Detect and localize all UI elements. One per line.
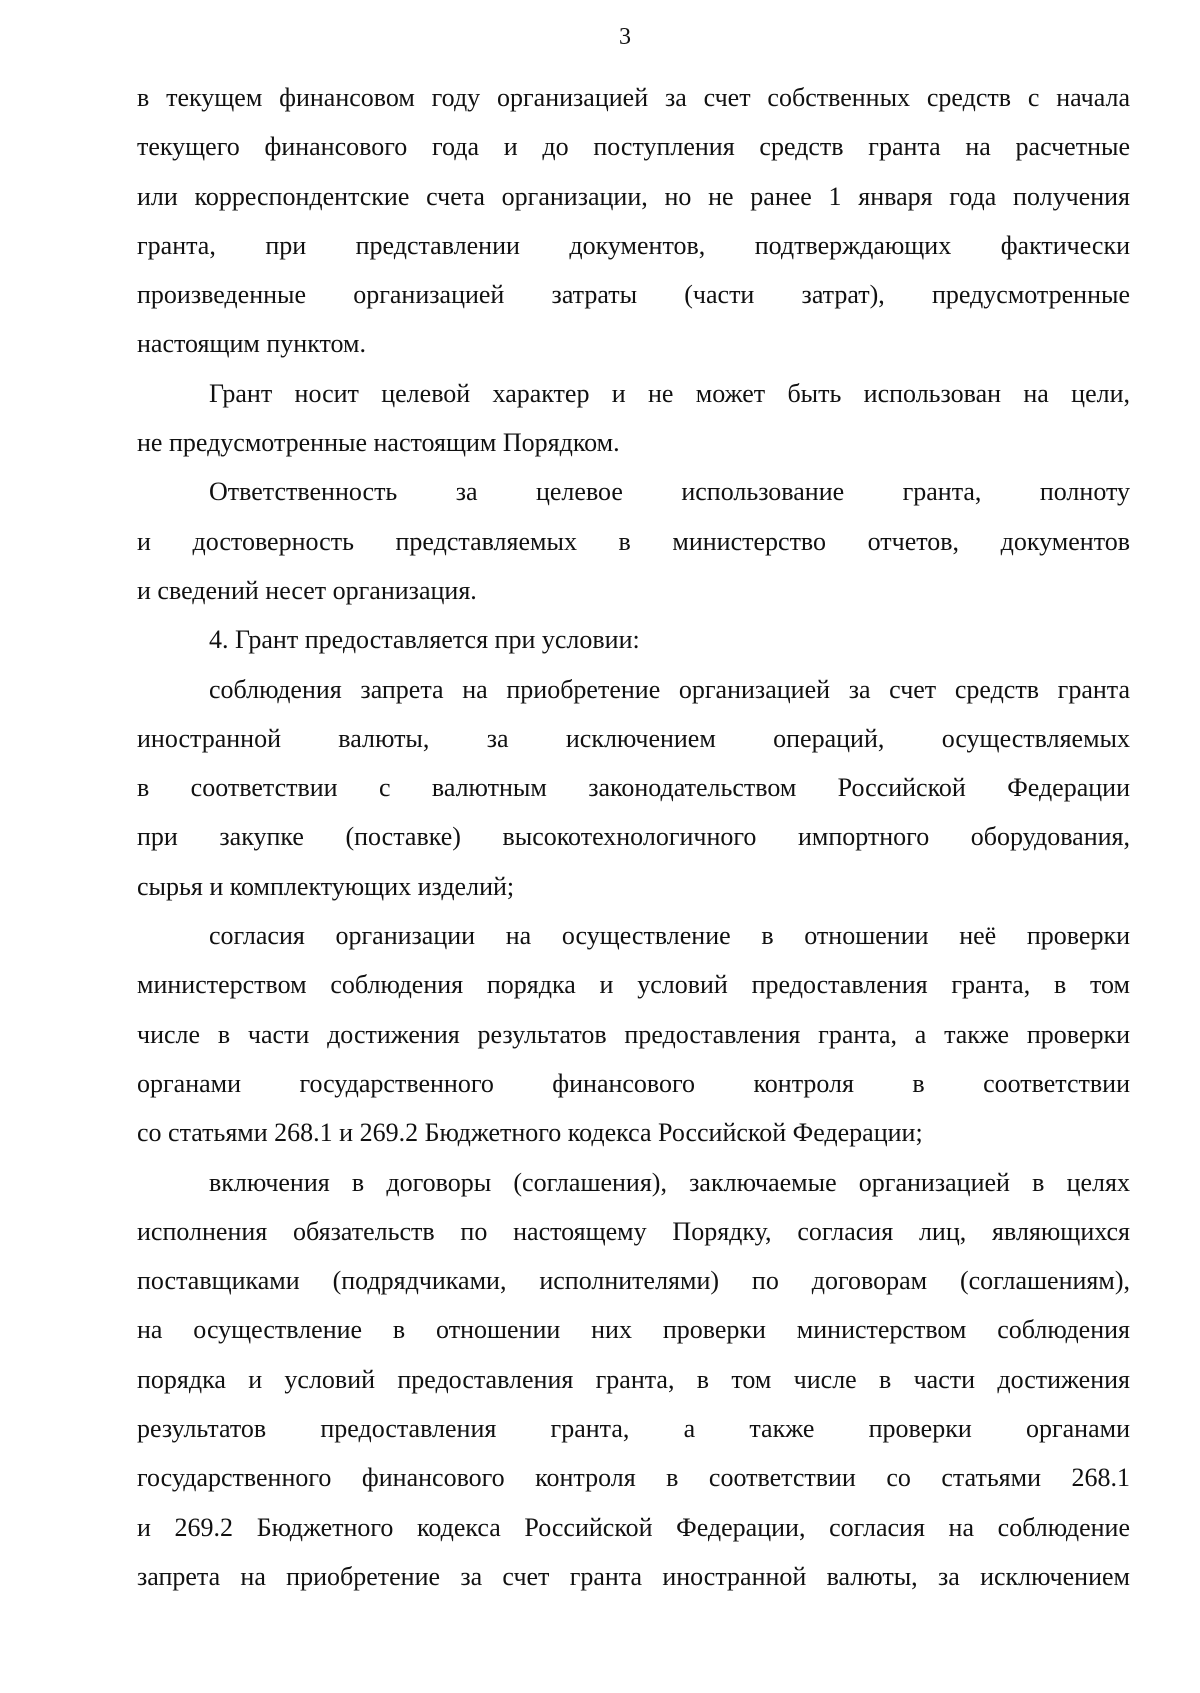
text-line: и сведений несет организация.: [137, 575, 477, 605]
text-line: и достоверность представляемых в министерство отчетов, документов: [137, 526, 1130, 556]
paragraph: [137, 369, 1130, 468]
paragraph: [137, 467, 1130, 615]
text-line: числе в части достижения результатов предоставления гранта, а также проверки: [137, 1019, 1130, 1049]
text-line: согласия организации на осуществление в отношении неё проверки: [209, 921, 1130, 951]
text-line: и 269.2 Бюджетного кодекса Российской Федерации, согласия на соблюдение: [137, 1512, 1130, 1542]
paragraph: [137, 1158, 1130, 1602]
text-line: на осуществление в отношении них проверки министерством соблюдения: [137, 1315, 1130, 1345]
text-line: государственного финансового контроля в соответствии со статьями 268.1: [137, 1463, 1130, 1493]
text-line: министерством соблюдения порядка и условий предоставления гранта, в том: [137, 970, 1130, 1000]
text-line: не предусмотренные настоящим Порядком.: [137, 428, 620, 458]
paragraph: [137, 73, 1130, 369]
text-line: в текущем финансовом году организацией за счет собственных средств с начала: [137, 83, 1130, 112]
text-line: в соответствии с валютным законодательством Российской Федерации: [137, 773, 1130, 803]
section-heading-line: 4. Грант предоставляется при условии:: [209, 625, 640, 655]
text-line: настоящим пунктом.: [137, 329, 366, 359]
text-line: при закупке (поставке) высокотехнологичного импортного оборудования,: [137, 822, 1130, 852]
text-line: сырья и комплектующих изделий;: [137, 871, 515, 901]
text-line: или корреспондентские счета организации, но не ранее 1 января года получения: [137, 181, 1130, 211]
page-number: 3: [619, 24, 631, 50]
text-line: текущего финансового года и до поступления средств гранта на расчетные: [137, 132, 1130, 162]
document-body: [137, 73, 1130, 1601]
text-line: поставщиками (подрядчиками, исполнителями) по договорам (соглашениям),: [137, 1266, 1130, 1296]
text-line: Грант носит целевой характер и не может быть использован на цели,: [209, 378, 1130, 408]
paragraph: [137, 665, 1130, 911]
text-line: произведенные организацией затраты (части затрат), предусмотренные: [137, 280, 1130, 310]
paragraph: [137, 911, 1130, 1157]
text-line: Ответственность за целевое использование гранта, полноту: [209, 477, 1130, 507]
text-line: порядка и условий предоставления гранта, в том числе в части достижения: [137, 1364, 1130, 1394]
text-line: иностранной валюты, за исключением операций, осуществляемых: [137, 723, 1130, 753]
paragraph: [137, 615, 1130, 664]
text-line: со статьями 268.1 и 269.2 Бюджетного кодекса Российской Федерации;: [137, 1118, 923, 1148]
text-line: гранта, при представлении документов, подтверждающих фактически: [137, 230, 1130, 260]
text-line: включения в договоры (соглашения), заключаемые организацией в целях: [209, 1167, 1130, 1197]
text-line: запрета на приобретение за счет гранта иностранной валюты, за исключением: [137, 1561, 1130, 1591]
text-line: соблюдения запрета на приобретение организацией за счет средств гранта: [209, 674, 1130, 704]
text-line: органами государственного финансового контроля в соответствии: [137, 1068, 1130, 1098]
text-line: результатов предоставления гранта, а также проверки органами: [137, 1414, 1130, 1444]
text-line: исполнения обязательств по настоящему Порядку, согласия лиц, являющихся: [137, 1216, 1130, 1246]
